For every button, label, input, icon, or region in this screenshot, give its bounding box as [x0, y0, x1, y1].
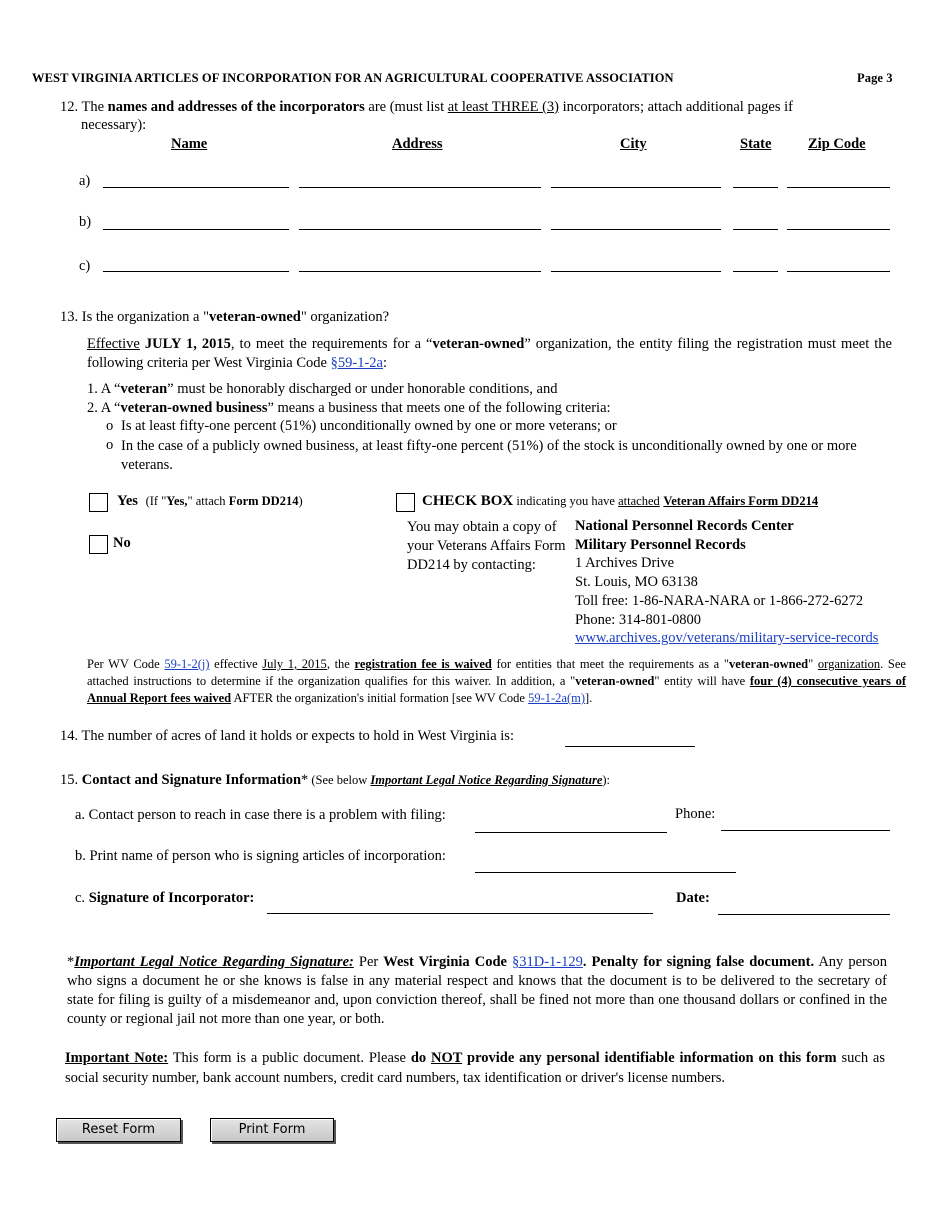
- obtain-copy-text: You may obtain a copy of your Veterans Affairs Form DD214 by contacting:: [407, 519, 566, 573]
- row-label-a: a): [79, 173, 91, 189]
- signature-field[interactable]: [267, 913, 653, 914]
- fee-waiver-text: Per WV Code 59-1-2(j) effective July 1, 2015, the registration fee is waived for entities that meet the requirements as a "veteran-owned" organization. See attached instructions to determine if the organization qualifies for this waiver. In addition, a "veteran-owned" entity will have four (4) consecutive years of Annual Report fees waived AFTER the organization's initial formation [see WV Code 59-1-2a(m)].: [87, 657, 906, 705]
- code-link-31d-1-129[interactable]: §31D-1-129: [512, 954, 583, 970]
- q15-heading: 15. Contact and Signature Information* (See below Important Legal Notice Regarding Signature):: [60, 772, 611, 788]
- q14-text: 14. The number of acres of land it holds or expects to hold in West Virginia is:: [60, 728, 514, 744]
- dd214-checkbox[interactable]: [396, 493, 415, 512]
- code-link-59-1-2am[interactable]: 59-1-2a(m): [528, 691, 586, 705]
- no-option: No: [113, 535, 131, 551]
- state-field-b[interactable]: [733, 229, 778, 230]
- contact-block: [575, 517, 878, 648]
- contact-street: 1 Archives Drive: [575, 555, 675, 572]
- bullet-mark-1: o: [106, 418, 114, 434]
- phone-label: Phone:: [675, 806, 716, 822]
- dd214-checkbox-label: CHECK BOX indicating you have attached Veteran Affairs Form DD214: [422, 493, 819, 509]
- criteria-1: 1. A “veteran” must be honorably discharged or under honorable conditions, and: [87, 381, 558, 397]
- contact-phone: Phone: 314-801-0800: [575, 611, 702, 628]
- page-number: Page 3: [857, 71, 893, 85]
- row-label-b: b): [79, 214, 92, 230]
- print-name-label: b. Print name of person who is signing articles of incorporation:: [75, 848, 446, 864]
- contact-org1: National Personnel Records Center: [575, 518, 794, 534]
- state-field-a[interactable]: [733, 187, 778, 188]
- legal-notice: *Important Legal Notice Regarding Signature: Per West Virginia Code §31D-1-129. Penalty for signing false document. Any person who signs a document he or she knows is false in any material respect and knows that the document is to be delivered to the secretary of state for filing is guilty of a misdemeanor and, upon conviction thereof, shall be fined not more than one thousand dollars or confined in the county or regional jail not more than one year, or both.: [67, 954, 888, 1027]
- col-city: City: [620, 136, 647, 152]
- contact-city: St. Louis, MO 63138: [575, 574, 698, 591]
- col-name: Name: [171, 136, 208, 152]
- q13-question: 13. Is the organization a "veteran-owned" organization?: [60, 309, 390, 325]
- address-field-b[interactable]: [299, 229, 541, 230]
- print-name-field[interactable]: [475, 872, 736, 873]
- city-field-b[interactable]: [551, 229, 721, 230]
- bullet-1: Is at least fifty-one percent (51%) unconditionally owned by one or more veterans; or: [121, 418, 617, 434]
- row-label-c: c): [79, 258, 91, 274]
- contact-org2: Military Personnel Records: [575, 536, 746, 553]
- signature-label: c. Signature of Incorporator:: [75, 890, 255, 906]
- code-link-59-1-2j[interactable]: 59-1-2(j): [164, 657, 210, 671]
- code-link-59-1-2a[interactable]: §59-1-2a: [330, 354, 383, 371]
- archives-link[interactable]: www.archives.gov/veterans/military-service-records: [575, 630, 879, 647]
- zip-field-c[interactable]: [787, 271, 890, 272]
- name-field-b[interactable]: [103, 229, 289, 230]
- no-checkbox[interactable]: [89, 535, 108, 554]
- criteria-2: 2. A “veteran-owned business” means a business that meets one of the following criteria:: [87, 400, 611, 416]
- col-address: Address: [392, 136, 443, 152]
- zip-field-a[interactable]: [787, 187, 890, 188]
- col-zip: Zip Code: [808, 136, 866, 152]
- name-field-c[interactable]: [103, 271, 289, 272]
- zip-field-b[interactable]: [787, 229, 890, 230]
- bullet-2: In the case of a publicly owned business, at least fifty-one percent (51%) of the stock is unconditionally owned by one or more veterans.: [121, 438, 857, 473]
- address-field-a[interactable]: [299, 187, 541, 188]
- date-label: Date:: [676, 890, 710, 906]
- city-field-c[interactable]: [551, 271, 721, 272]
- q12-text: 12. The names and addresses of the incorporators are (must list at least THREE (3) incorporators; attach additional pages if: [60, 99, 793, 115]
- date-field[interactable]: [718, 914, 890, 915]
- col-state: State: [740, 136, 772, 152]
- city-field-a[interactable]: [551, 187, 721, 188]
- print-form-button[interactable]: Print Form: [210, 1118, 334, 1142]
- q13-intro: Effective JULY 1, 2015, to meet the requirements for a “veteran-owned” organization, the entity filing the registration must meet the following criteria per West Virginia Code §59-1-2a:: [87, 336, 892, 371]
- name-field-a[interactable]: [103, 187, 289, 188]
- yes-option: Yes (If "Yes," attach Form DD214): [117, 493, 303, 509]
- form-title: WEST VIRGINIA ARTICLES OF INCORPORATION FOR AN AGRICULTURAL COOPERATIVE ASSOCIATION: [32, 71, 674, 85]
- bullet-mark-2: o: [106, 437, 114, 453]
- state-field-c[interactable]: [733, 271, 778, 272]
- address-field-c[interactable]: [299, 271, 541, 272]
- phone-field[interactable]: [721, 830, 890, 831]
- contact-person-field[interactable]: [475, 832, 667, 833]
- reset-form-button[interactable]: Reset Form: [56, 1118, 181, 1142]
- yes-checkbox[interactable]: [89, 493, 108, 512]
- contact-tollfree: Toll free: 1-86-NARA-NARA or 1-866-272-6272: [575, 592, 864, 609]
- contact-person-label: a. Contact person to reach in case there is a problem with filing:: [75, 807, 446, 823]
- acres-field[interactable]: [565, 746, 695, 747]
- important-note: Important Note: This form is a public document. Please do NOT provide any personal identifiable information on this form such as social security number, bank account numbers, credit card numbers, tax identification or driver's license numbers.: [65, 1050, 885, 1086]
- q12-text-cont: necessary):: [81, 117, 147, 133]
